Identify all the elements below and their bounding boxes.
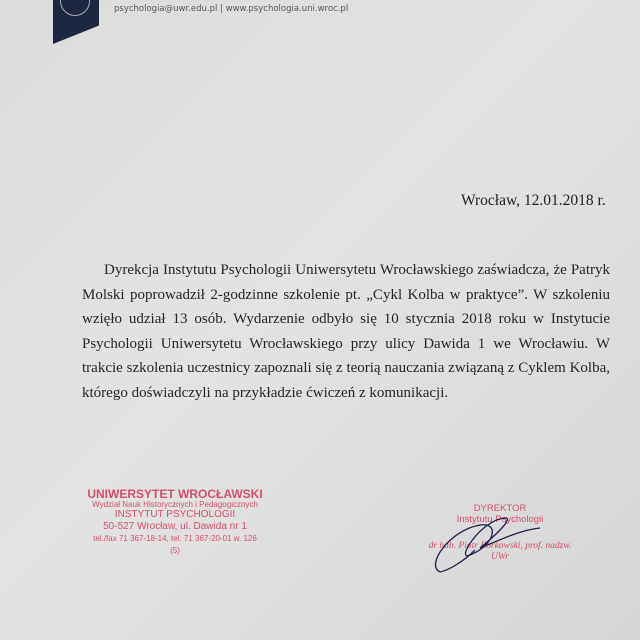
stamp-phones: tel./fax 71 367-18-14, tel. 71 367-20-01 w. 126 [93,534,257,543]
stamp-number: (5) [170,546,180,555]
stamp-address: 50-527 Wrocław, ul. Dawida nr 1 [103,521,247,532]
university-logo [53,0,99,44]
director-title: DYREKTOR [473,503,527,514]
handwritten-signature [420,510,560,580]
certificate-body: Dyrekcja Instytutu Psychologii Uniwersytetu Wrocławskiego zaświadcza, że Patryk Molski poprowadził 2-godzinne szkolenie pt. „Cykl Kolba w praktyce”. W szkoleniu wzięło udział 13 osób. Wydarzenie odbyło się 10 stycznia 2018 roku w Instytucie Psychologii Uniwersytetu Wrocławskiego przy ulicy Dawida 1 we Wrocławiu. W trakcie szkolenia uczestnicy zapoznali się z teorią nauczania związaną z Cyklem Kolba, którego doświadczyli na przykładzie ćwiczeń z komunikacji. [82,262,610,401]
header-contact: psychologia@uwr.edu.pl | www.psychologia.uni.wroc.pl [114,4,349,14]
director-name: dr hab. Piotr Borkowski, prof. nadzw. UWr [428,541,572,562]
stamp-university: UNIWERSYTET WROCŁAWSKI [87,487,263,501]
document-date: Wrocław, 12.01.2018 r. [461,192,606,209]
institute-stamp [85,488,265,557]
seal-icon [60,0,90,16]
director-unit: Instytutu Psychologii [456,514,544,525]
stamp-faculty: Wydział Nauk Historycznych i Pedagogicznych [92,500,258,509]
stamp-institute: INSTYTUT PSYCHOLOGII [114,509,236,520]
